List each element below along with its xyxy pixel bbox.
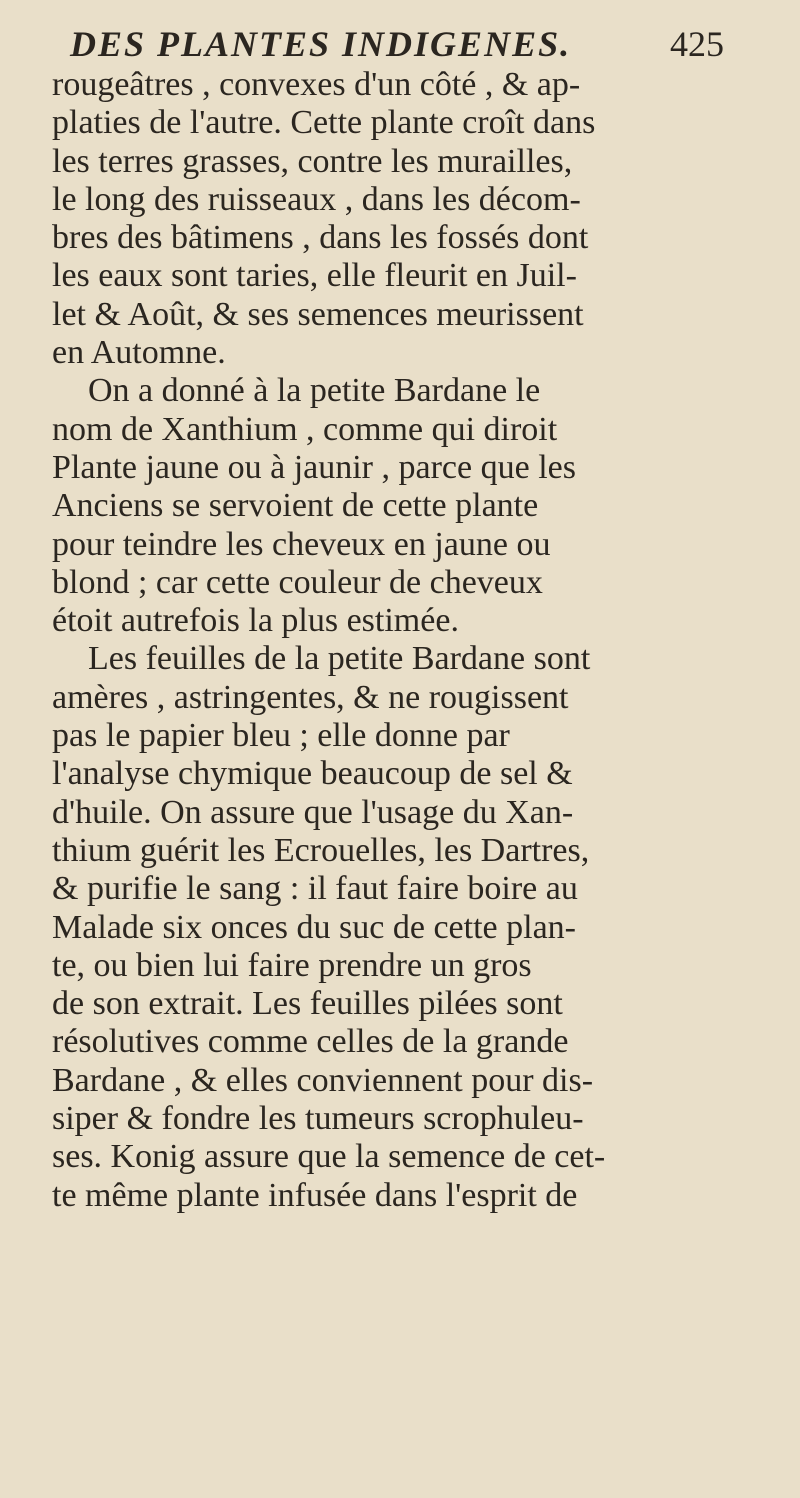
text-line [0,257,800,295]
text-line [0,870,800,908]
text-line-content: thium guérit les Ecrouelles, les Dartres, [52,831,590,869]
text-line-content: platies de l'autre. Cette plante croît dans [52,104,596,142]
text-line [0,1138,800,1176]
text-line-content: en Automne. [52,334,226,372]
text-line-content: d'huile. On assure que l'usage du Xan- [52,793,574,831]
text-line [0,296,800,334]
text-line-content: te même plante infusée dans l'esprit de [52,1176,578,1214]
page-number: 425 [670,24,724,64]
text-line-content: Malade six onces du suc de cette plan- [52,908,576,946]
text-line-content: l'analyse chymique beaucoup de sel & [52,755,573,793]
running-title: DES PLANTES INDIGENES. [70,24,572,64]
text-line-content: ses. Konig assure que la semence de cet- [52,1138,606,1176]
text-line-content: les terres grasses, contre les murailles, [52,142,573,180]
text-line [0,449,800,487]
text-line-content: siper & fondre les tumeurs scrophuleu- [52,1100,584,1138]
text-line-content: let & Août, & ses semences meurissent [52,295,584,333]
text-line [0,66,800,104]
text-line-content: blond ; car cette couleur de cheveux [52,563,543,601]
text-line [0,947,800,985]
text-line [0,755,800,793]
text-line-content: les eaux sont taries, elle fleurit en Juil- [52,257,577,295]
text-line [0,679,800,717]
text-line-content: On a donné à la petite Bardane le [88,372,541,410]
body-text [0,66,800,1215]
text-line [0,372,800,410]
text-line-content: Anciens se servoient de cette plante [52,487,539,525]
text-line-content: résolutives comme celles de la grande [52,1023,569,1061]
text-line [0,1062,800,1100]
text-line-content: & purifie le sang : il faut faire boire au [52,870,578,908]
text-line-content: étoit autrefois la plus estimée. [52,602,459,640]
text-line-content: Plante jaune ou à jaunir , parce que les [52,448,576,486]
text-line [0,1177,800,1215]
text-line-content: pour teindre les cheveux en jaune ou [52,525,551,563]
text-line [0,1023,800,1061]
text-line-content: Bardane , & elles conviennent pour dis- [52,1061,594,1099]
text-line-content: Les feuilles de la petite Bardane sont [88,640,591,678]
text-line-content: de son extrait. Les feuilles pilées sont [52,985,563,1023]
text-line [0,909,800,947]
text-line-content: te, ou bien lui faire prendre un gros [52,946,532,984]
text-line [0,794,800,832]
text-line [0,526,800,564]
text-line-content: bres des bâtimens , dans les fossés dont [52,219,589,257]
text-line-content: amères , astringentes, & ne rougissent [52,678,569,716]
text-line [0,1100,800,1138]
text-line [0,219,800,257]
text-line [0,334,800,372]
text-line [0,640,800,678]
text-line-content: rougeâtres , convexes d'un côté , & ap- [52,66,581,103]
text-line [0,832,800,870]
text-line [0,487,800,525]
text-line [0,181,800,219]
text-line-content: pas le papier bleu ; elle donne par [52,717,510,755]
text-line [0,143,800,181]
text-line [0,717,800,755]
text-line [0,985,800,1023]
text-line [0,104,800,142]
text-line-content: le long des ruisseaux , dans les décom- [52,180,581,218]
text-line [0,564,800,602]
text-line [0,411,800,449]
text-line [0,602,800,640]
text-line-content: nom de Xanthium , comme qui diroit [52,410,558,448]
